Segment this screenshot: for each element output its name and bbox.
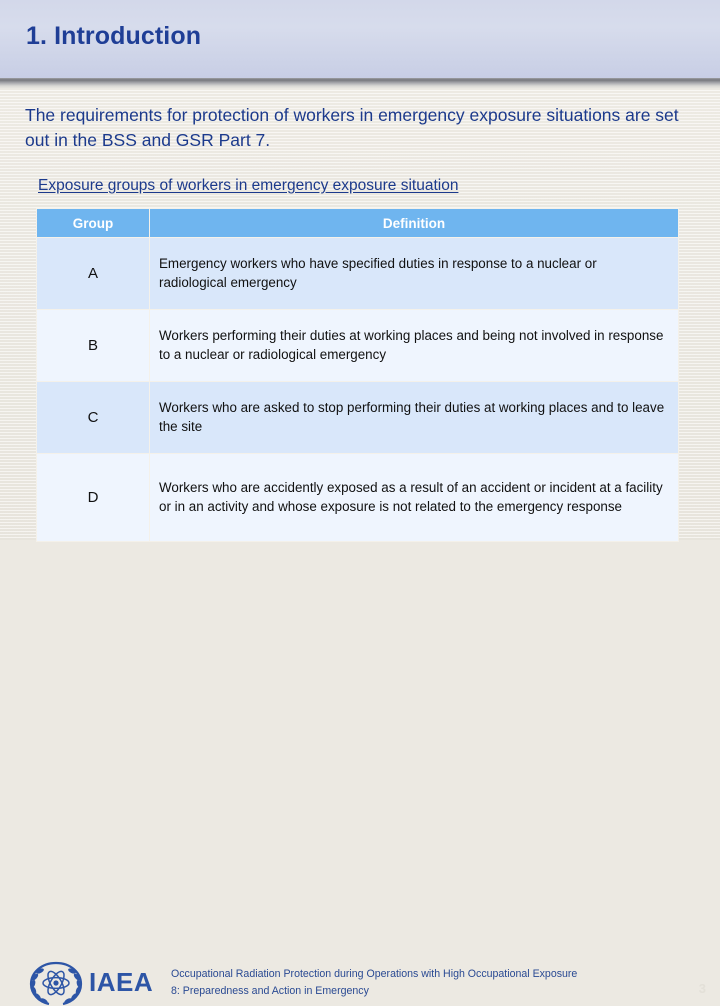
cell-group-d: D bbox=[37, 454, 150, 542]
cell-definition-d: Workers who are accidently exposed as a result of an accident or incident at a facility or in an activity and whose exposure is not related to the emergency response bbox=[150, 454, 679, 542]
cell-group-c: C bbox=[37, 382, 150, 454]
table-head bbox=[37, 209, 679, 238]
table-header-row bbox=[37, 209, 679, 238]
table-caption: Exposure groups of workers in emergency exposure situation bbox=[38, 177, 459, 194]
cell-group-b: B bbox=[37, 310, 150, 382]
column-header-group: Group bbox=[37, 209, 150, 238]
footer-line-2: 8: Preparedness and Action in Emergency bbox=[171, 985, 369, 997]
column-header-definition: Definition bbox=[150, 209, 679, 238]
table-row bbox=[37, 382, 679, 454]
page-number: 3 bbox=[698, 981, 706, 996]
intro-paragraph: The requirements for protection of workers in emergency exposure situations are set out in the BSS and GSR Part 7. bbox=[25, 105, 679, 150]
header-divider bbox=[0, 78, 720, 89]
footer-text bbox=[171, 966, 651, 1000]
iaea-logo bbox=[27, 960, 169, 1006]
table-row bbox=[37, 310, 679, 382]
iaea-wordmark: IAEA bbox=[89, 967, 154, 997]
cell-group-a: A bbox=[37, 238, 150, 310]
cell-definition-a: Emergency workers who have specified duties in response to a nuclear or radiological emergency bbox=[150, 238, 679, 310]
cell-definition-b: Workers performing their duties at working places and being not involved in response to a nuclear or radiological emergency bbox=[150, 310, 679, 382]
page-title: 1. Introduction bbox=[26, 22, 202, 50]
table-row bbox=[37, 238, 679, 310]
slide-footer bbox=[0, 478, 720, 997]
cell-definition-c: Workers who are asked to stop performing their duties at working places and to leave the site bbox=[150, 382, 679, 454]
iaea-atom-wreath-icon bbox=[27, 960, 85, 1006]
footer-line-1: Occupational Radiation Protection during Operations with High Occupational Exposure bbox=[171, 968, 578, 980]
